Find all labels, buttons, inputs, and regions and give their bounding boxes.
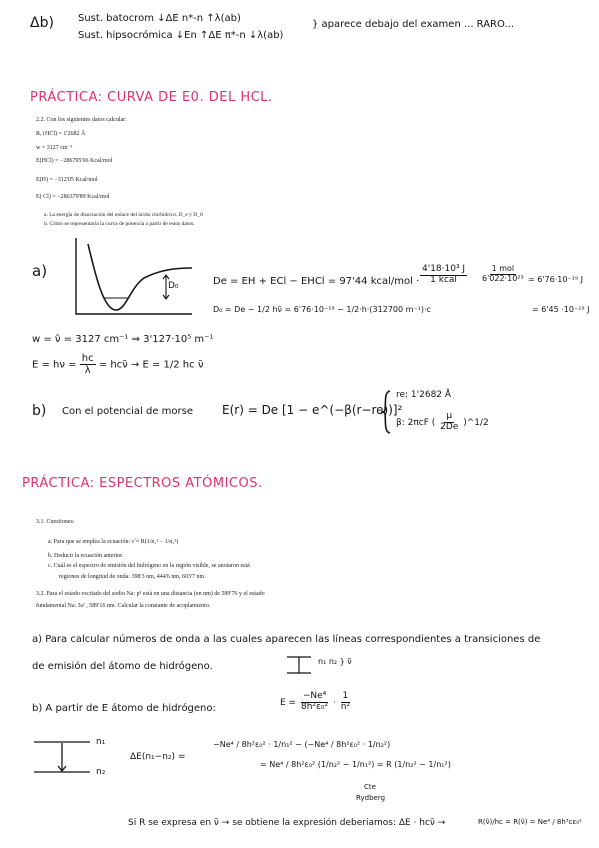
problem-data-2: w = 3127 cm⁻¹ [36,145,73,151]
eq-energy-num: hc [81,353,94,364]
section2-answer-a-line1: a) Para calcular números de onda a las cuales aparecen las líneas correspondientes a transiciones de [32,634,541,645]
eq-de-fraction-1 [420,265,467,286]
problem-data-5: E( Cl) = −286379'89 Kcal/mol [36,194,110,200]
transition-levels-icon [285,655,315,675]
section2-answer-b: b) A partir de E átomo de hidrógeno: [32,703,216,714]
delta-e-left: ΔE(n₁−n₂) = [130,752,186,762]
cte-note-2: Rydberg [356,794,386,802]
energy-expression [280,692,352,713]
header-label: Δb) [30,15,54,31]
potential-curve [88,244,192,310]
energy-den-2: n² [340,701,351,712]
problem2-item-a: a. Para que se emplea la ecuación: ν̃ = R(1/n₁² − 1/n₂²) [48,539,179,545]
energy-num: −Ne⁴ [302,691,327,701]
answer-a-label: a) [32,262,48,280]
eq-de-frac1-num: 4'18·10³ J [422,264,466,274]
cte-note-1: Cte [364,783,376,791]
problem2-q2-line2: fundamental Na: 3s² , 589'16 nm. Calcular la constante de acoplamiento. [36,603,211,609]
eq-beta-right: )^1/2 [463,417,489,428]
eq-de-frac2-num: 1 mol [491,264,515,273]
section2-answer-a-line2: de emisión del átomo de hidrógeno. [32,661,213,672]
eq-energy-den: λ [84,365,91,376]
final-line: Si R se expresa en ν̃ → se obtiene la expresión deberiamos: ΔE · hcν̃ → [128,818,446,828]
header-line-1: Sust. batocrom ↓ΔE n*-n ↑λ(ab) [78,13,241,24]
eq-energy-right: = hcν̃ → E = 1/2 hc ν̃ [98,359,204,371]
problem-data-4: E(H) = −312'05 Kcal/mol [36,177,98,183]
eq-de-frac1-den: 1 kcal [430,274,457,285]
delta-e-rydberg: = Ne⁴ / 8h²ε₀² (1/n₂² − 1/n₁²) = R (1/n₂² − 1/n₁²) [260,760,451,769]
eq-de-frac2-den: 6'022·10²³ [482,273,524,283]
morse-brace [380,390,392,434]
problem2-intro: 3.1. Cuestiones: [36,519,75,525]
eq-re: re: 1'2682 Å [396,390,452,400]
energy-E: E = [280,697,297,708]
eq-energy [32,353,203,376]
eq-beta [396,412,489,433]
graph-axes [76,238,192,314]
eq-de-left: De = EH + ECl − EHCl = 97'44 kcal/mol · [213,276,420,287]
problem2-q2-line1: 3.2. Para el estado excitado del sodio Na: p¹ está en una distancia (en nm) de 589'76 y el estado [36,591,265,597]
graph-label-d0: D₀ [168,281,179,291]
final-equation: R(ν̃)/hc = R(ν̃) = Ne⁴ / 8h³cε₀² [478,818,582,826]
problem-intro: 2.2. Con los siguientes datos calcular: [36,117,127,123]
eq-beta-den: 2De [440,421,459,432]
energy-levels-diagram [34,740,94,776]
section2-answer-a-levels: n₁ n₂ } ν̃ [318,657,352,666]
eq-d0-result: = 6'45 ·10⁻¹⁹ J [532,305,590,314]
potential-curve-graph [74,238,194,318]
eq-beta-left: β: 2πcF ( [396,417,436,428]
header-line-2: Sust. hipsocrómica ↓En ↑ΔE π*-n ↓λ(ab) [78,30,284,41]
energy-mult: · [332,697,336,708]
section-title-spectra: PRÁCTICA: ESPECTROS ATÓMICOS. [22,476,263,491]
problem-data-1: Rₑ (HCl) = 1'2682 Å [36,131,86,137]
answer-b-label: b) [32,403,47,419]
problem2-item-c: c. Cuál es el espectro de emisión del hidrógeno en la región visible, se anotaron está [48,563,250,569]
eq-de-fraction-2 [480,265,526,284]
problem2-item-b: b. Deducir la ecuación anterior. [48,553,124,559]
eq-d0: D₀ = De − 1/2 hν̃ = 6'76·10⁻¹⁹ − 1/2·h·(312700 m⁻¹)·c [213,305,431,314]
level-n1: n₁ [96,737,106,747]
eq-wavenumber: w = ν̃ = 3127 cm⁻¹ ⇒ 3'127·10⁵ m⁻¹ [32,334,214,345]
problem-item-b: b. Cómo se representaría la curva de potencia a partir de estos datos. [44,221,195,227]
eq-morse: E(r) = De [1 − e^(−β(r−re))]² [222,403,403,417]
problem2-item-c-cont: regiones de longitud de onda: 398'3 nm, 444'6 nm, 603'7 nm. [59,574,206,580]
eq-de-result: = 6'76·10⁻¹⁹ J [528,275,583,284]
problem-item-a: a. La energía de disociación del enlace del ácido clorhídrico. D_e y D_0 [44,212,203,218]
eq-energy-left: E = hν = [32,359,77,371]
energy-den: 8h²ε₀² [300,701,329,712]
header-brace-note: } aparece debajo del examen ... RARO... [312,19,515,30]
level-n2: n₂ [96,767,106,777]
problem-data-3: E(HCl) = −286795'66 Kcal/mol [36,158,113,164]
energy-num-2: 1 [342,691,349,701]
section-title-hcl: PRÁCTICA: CURVA DE E0. DEL HCL. [30,90,273,105]
delta-e-expansion: −Ne⁴ / 8h²ε₀² · 1/n₁² − (−Ne⁴ / 8h²ε₀² · 1/n₂²) [213,740,391,749]
answer-b-text: Con el potencial de morse [62,406,193,417]
eq-beta-num: μ [446,411,453,421]
